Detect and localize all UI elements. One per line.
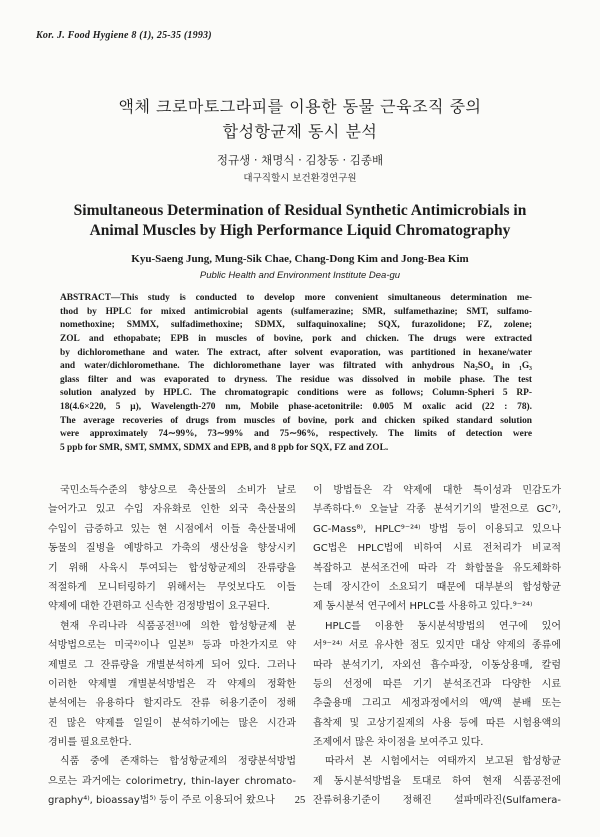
korean-title-line-1: 액체 크로마토그라피를 이용한 동물 근육조직 중의 [118,97,482,116]
body-text-line: 복잡하고 분석조건에 따라 각 화합물을 유도체화하 [313,562,561,574]
body-text-line: HPLC를 이용한 동시분석방법의 연구에 있어 [325,620,561,632]
journal-citation: Kor. J. Food Hygiene 8 (1), 25-35 (1993) [36,30,212,41]
body-text-line: 기 위해 사육시 투여되는 합성항균제의 잔류량을 [48,562,296,574]
body-text-line: 서⁹⁻²⁴⁾ 서로 유사한 점도 있지만 대상 약제의 종류에 [313,640,561,652]
korean-title-line-2: 합성항균제 동시 분석 [222,122,378,141]
body-text-line: GC법은 HPLC법에 비하여 시료 전처리가 비교적 [313,543,561,555]
body-column-right [313,481,561,811]
abstract-line: nomethoxine; SMMX, sulfadimethoxine; SDMX, sulfaquinoxaline; SQX, furazolidone; FZ, zolene; [60,320,532,331]
body-text-line: 석방법으로는 미국²⁾이나 일본³⁾ 등과 마찬가지로 약 [48,640,296,652]
body-text-line: 제 동시분석 연구에서 HPLC를 사용하고 있다.⁹⁻²⁴⁾ [313,601,533,613]
body-text-line: 늘어가고 있고 수입 자유화로 인한 외국 축산물의 [48,504,296,516]
body-text-line: 잔류허용기준이 정해진 설파메라진(Sulfamera- [313,795,561,807]
body-text-line: 국민소득수준의 향상으로 축산물의 소비가 날로 [60,485,296,496]
body-text-line: 제별로 그 잔류량을 개별분석하게 되어 있다. 그러나 [48,659,296,671]
korean-authors: 정규생 · 채명식 · 김창동 · 김종배 [216,153,384,167]
body-text-line: 는데 장시간이 소요되기 때문에 대부분의 합성항균 [313,581,561,593]
body-text-line: 조제에서 많은 차이점을 보여주고 있다. [313,737,484,749]
body-text-line: 제 동시분석방법을 토대로 하여 현재 식품공전에 [313,775,561,787]
body-text-line: GC-Mass⁸⁾, HPLC⁹⁻²⁴⁾ 방법 등이 이용되고 있으나 [313,523,561,535]
abstract-line: thod by HPLC for mixed antimicrobial agents (sulfamerazine; SMR, sulfamethazine; SMT, sulfamo- [60,306,532,317]
abstract [60,292,532,456]
body-text-line: 식품 중에 존재하는 합성항균제의 정량분석방법 [60,756,296,768]
abstract-line: 5 ppb for SMR, SMT, SMMX, SDMX and EPB, and 8 ppb for SQX, FZ and ZOL. [60,443,389,454]
page-number: 25 [294,795,306,806]
body-text-line: 진 많은 약제를 일일이 분석하기에는 많은 시간과 [48,717,296,729]
body-text-line: 추출용매 그리고 세정과정에서의 액/액 분배 또는 [313,698,561,710]
body-text-line: 으로는 과거에는 colorimetry, thin-layer chromato- [48,775,296,787]
abstract-line: ZOL and ethopabate; EPB in muscles of bovine, pork and chicken. The drugs were extracted [60,333,532,344]
abstract-line: ABSTRACT—This study is conducted to develop more convenient simultaneous determination me- [60,293,532,303]
body-text-line: 흡착제 및 고상기질제의 사용 등에 따른 시험용액의 [313,717,561,729]
body-text-line: 등의 선정에 따른 기기 분석조건과 다양한 시료 [313,678,561,690]
body-text-line: 수입이 급증하고 있는 현 시점에서 이들 축산물내에 [48,523,296,535]
body-text-line: 경비를 필요로한다. [48,737,132,749]
body-text-line: 현재 우리나라 식품공전¹⁾에 의한 합성항균제 분 [60,620,296,632]
abstract-line: were approximately 74∼99%, 73∼99% and 75∼96%, respectively. The limits of detection were [60,429,532,440]
body-text-line: 이 방법들은 각 약제에 대한 특이성과 민감도가 [313,485,561,496]
body-text-line: 따라 분석기기, 자외선 흡수파장, 이동상용매, 칼럼 [313,659,561,671]
body-text-line: 이러한 약제별 개별분석방법은 각 약제의 정확한 [48,678,296,690]
abstract-line: by dichloromethane and water. The extract, after solvent evaporation, was partitioned in hexane/water [60,347,532,358]
body-text-line: 분석에는 유용하다 할지라도 잔류 허용기준이 정해 [48,698,296,710]
body-text-line: 동물의 질병을 예방하고 가축의 생산성을 향상시키 [48,543,296,555]
abstract-line: The average recoveries of drugs from muscles of bovine, pork and chicken spiked standard solution [60,415,532,426]
body-text-line: graphy⁴⁾, bioassay법⁵⁾ 등이 주로 이용되어 왔으나 [48,795,275,807]
english-authors: Kyu-Saeng Jung, Mung-Sik Chae, Chang-Dong Kim and Jong-Bea Kim [131,253,469,265]
body-text-line: 부족하다.⁶⁾ 오늘날 각종 분석기기의 발전으로 GC⁷⁾, [313,504,561,516]
english-title-line-1: Simultaneous Determination of Residual Synthetic Antimicrobials in [73,202,527,219]
body-text-line: 약제에 대한 간편하고 신속한 검정방법이 요구된다. [48,601,270,613]
body-text-line: 따라서 본 시험에서는 여태까지 보고된 합성항균 [325,756,561,768]
abstract-line: and water/dichloromethane. The dichloromethane layer was filtrated with anhydrous Na₂SO₄ in ₁G₃ [60,361,532,372]
english-affiliation: Public Health and Environment Institute Dea-gu [199,270,401,281]
body-text-line: 적절하게 모니터링하기 위해서는 무엇보다도 이들 [48,581,296,593]
korean-affiliation: 대구직할시 보건환경연구원 [243,173,357,184]
english-title-line-2: Animal Muscles by High Performance Liquid Chromatography [89,222,511,239]
abstract-line: solution analyzed by HPLC. The chromatograpic conditions were as follows; Column-Spheri 5 RP- [60,388,532,399]
abstract-line: 18(4.6×220, 5 μ), Wavelength-270 nm, Mobile phase-acetonitrile: 0.005 M oxalic acid (22 : 78). [60,402,532,413]
body-column-left [48,481,296,811]
abstract-line: glass filter and was evaporated to dryness. The residue was dissolved in mobile phase. The test [60,374,532,385]
